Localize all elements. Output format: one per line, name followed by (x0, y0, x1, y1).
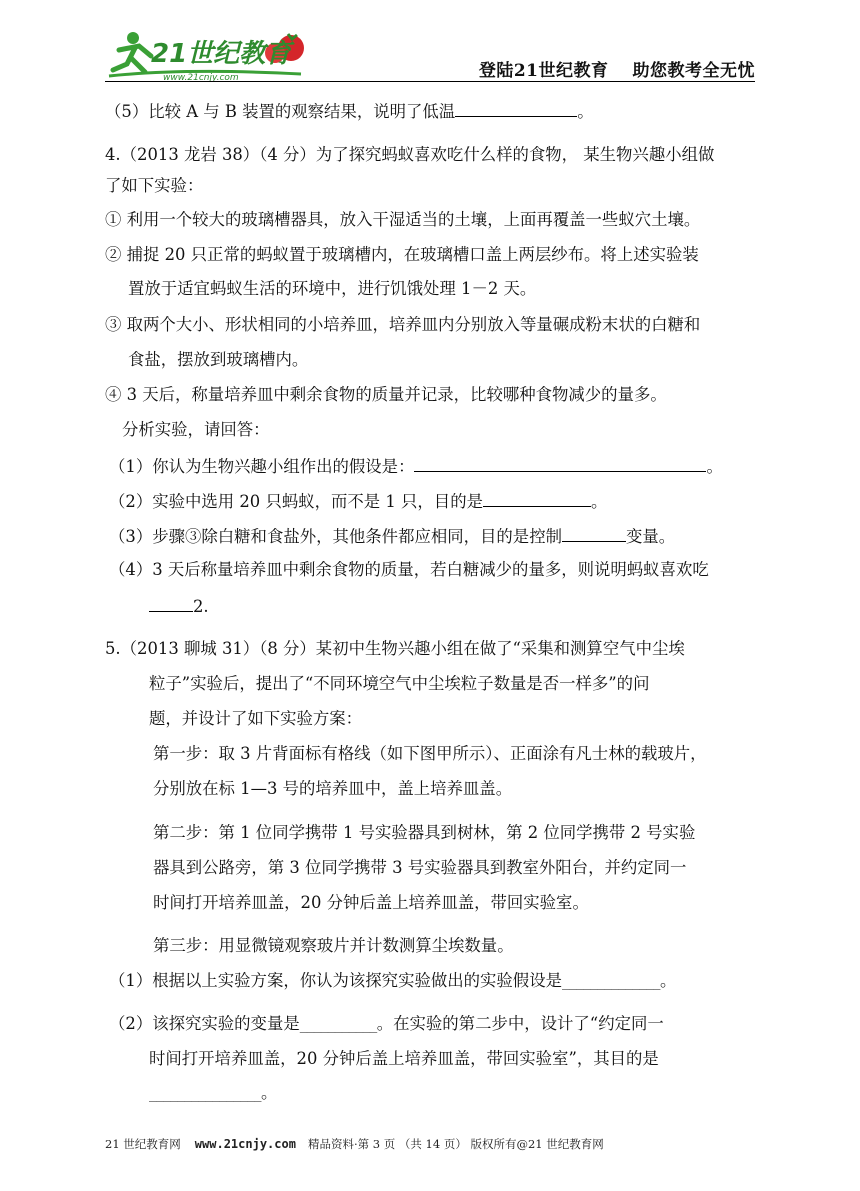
header-divider (105, 81, 755, 82)
question-5-heading-cont: 题，并设计了如下实验方案： (149, 709, 363, 728)
question-4-heading: 4.（2013 龙岩 38）（4 分）为了探究蚂蚁喜欢吃什么样的食物， 某生物兴趣小组做 (105, 145, 715, 164)
answer-blank (562, 524, 626, 542)
login-text: 登陆21世纪教育 (478, 61, 609, 81)
page-footer (105, 1136, 755, 1152)
header-slogan (479, 56, 755, 81)
answer-blank (455, 99, 577, 117)
answer-blank: ___________ (299, 1015, 377, 1033)
sub-question-4: （4）3 天后称量培养皿中剩余食物的质量，若白糖减少的量多，则说明蚂蚁喜欢吃 (109, 560, 709, 579)
procedure-step-2-cont: 时间打开培养皿盖，20 分钟后盖上培养皿盖，带回实验室。 (153, 893, 589, 912)
question-4-heading-cont: 了如下实验： (105, 176, 204, 195)
q5-sub-question-2: （2）该探究实验的变量是___________。在实验的第二步中，设计了“约定同一 (109, 1014, 664, 1033)
answer-blank (414, 454, 706, 472)
runner-icon (127, 32, 139, 44)
step-2: ② 捕捉 20 只正常的蚂蚁置于玻璃槽内，在玻璃槽口盖上两层纱布。将上述实验装 (105, 245, 699, 264)
answer-blank: ________________ (149, 1084, 261, 1102)
page-header (105, 28, 755, 84)
procedure-step-2-cont: 器具到公路旁，第 3 位同学携带 3 号实验器具到教室外阳台，并约定同一 (153, 858, 687, 877)
step-2-cont: 置放于适宜蚂蚁生活的环境中，进行饥饿处理 1－2 天。 (128, 279, 537, 298)
slogan-text: 助您教考全无忧 (632, 61, 755, 81)
answer-blank (483, 489, 591, 507)
answer-blank (149, 594, 193, 612)
q5-sub-question-2-cont: ________________。 (149, 1083, 278, 1102)
step-1: ① 利用一个较大的玻璃槽器具，放入干湿适当的土壤，上面再覆盖一些蚁穴土壤。 (105, 210, 701, 229)
logo (105, 28, 305, 84)
step-3-cont: 食盐，摆放到玻璃槽内。 (128, 350, 309, 369)
logo-url: www.21cnjy.com (163, 73, 239, 83)
procedure-step-2: 第二步：第 1 位同学携带 1 号实验器具到树林，第 2 位同学携带 2 号实验 (153, 823, 696, 842)
q5-sub-question-1: （1）根据以上实验方案，你认为该探究实验做出的实验假设是______________。 (109, 971, 677, 990)
question-5-heading-cont: 粒子”实验后，提出了“不同环境空气中尘埃粒子数量是否一样多”的问 (149, 674, 650, 693)
logo-text: 21世纪教育 (151, 39, 292, 69)
step-3: ③ 取两个大小、形状相同的小培养皿，培养皿内分别放入等量碾成粉末状的白糖和 (105, 315, 701, 334)
sub-question-2: （2）实验中选用 20 只蚂蚁，而不是 1 只，目的是 。 (109, 489, 607, 513)
step-4: ④ 3 天后，称量培养皿中剩余食物的质量并记录，比较哪种食物减少的量多。 (105, 385, 667, 404)
sub-question-3: （3）步骤③除白糖和食盐外，其他条件都应相同，目的是控制 变量。 (109, 524, 675, 548)
footer-site-link[interactable]: www.21cnjy.com (194, 1137, 296, 1151)
procedure-step-3: 第三步：用显微镜观察玻片并计数测算尘埃数量。 (153, 936, 514, 955)
analysis-intro: 分析实验，请回答： (122, 420, 270, 439)
answer-blank: ______________ (561, 972, 660, 990)
procedure-step-1: 第一步：取 3 片背面标有格线（如下图甲所示）、正面涂有凡士林的载玻片， (153, 744, 707, 763)
question-5-heading: 5.（2013 聊城 31）（8 分）某初中生物兴趣小组在做了“采集和测算空气中尘埃 (105, 639, 685, 658)
procedure-step-1-cont: 分别放在标 1—3 号的培养皿中，盖上培养皿盖。 (153, 779, 513, 798)
sub-question-4-cont: 2. (149, 594, 209, 618)
footer-page-info: 精品资料·第 3 页 （共 14 页） 版权所有@21 世纪教育网 (307, 1137, 604, 1151)
question-5-line: （5）比较 A 与 B 装置的观察结果，说明了低温 。 (105, 99, 594, 123)
sub-question-1: （1）你认为生物兴趣小组作出的假设是： 。 (109, 454, 723, 478)
q5-sub-question-2-cont: 时间打开培养皿盖，20 分钟后盖上培养皿盖，带回实验室”，其目的是 (149, 1049, 659, 1068)
footer-org: 21 世纪教育网 (105, 1137, 181, 1151)
